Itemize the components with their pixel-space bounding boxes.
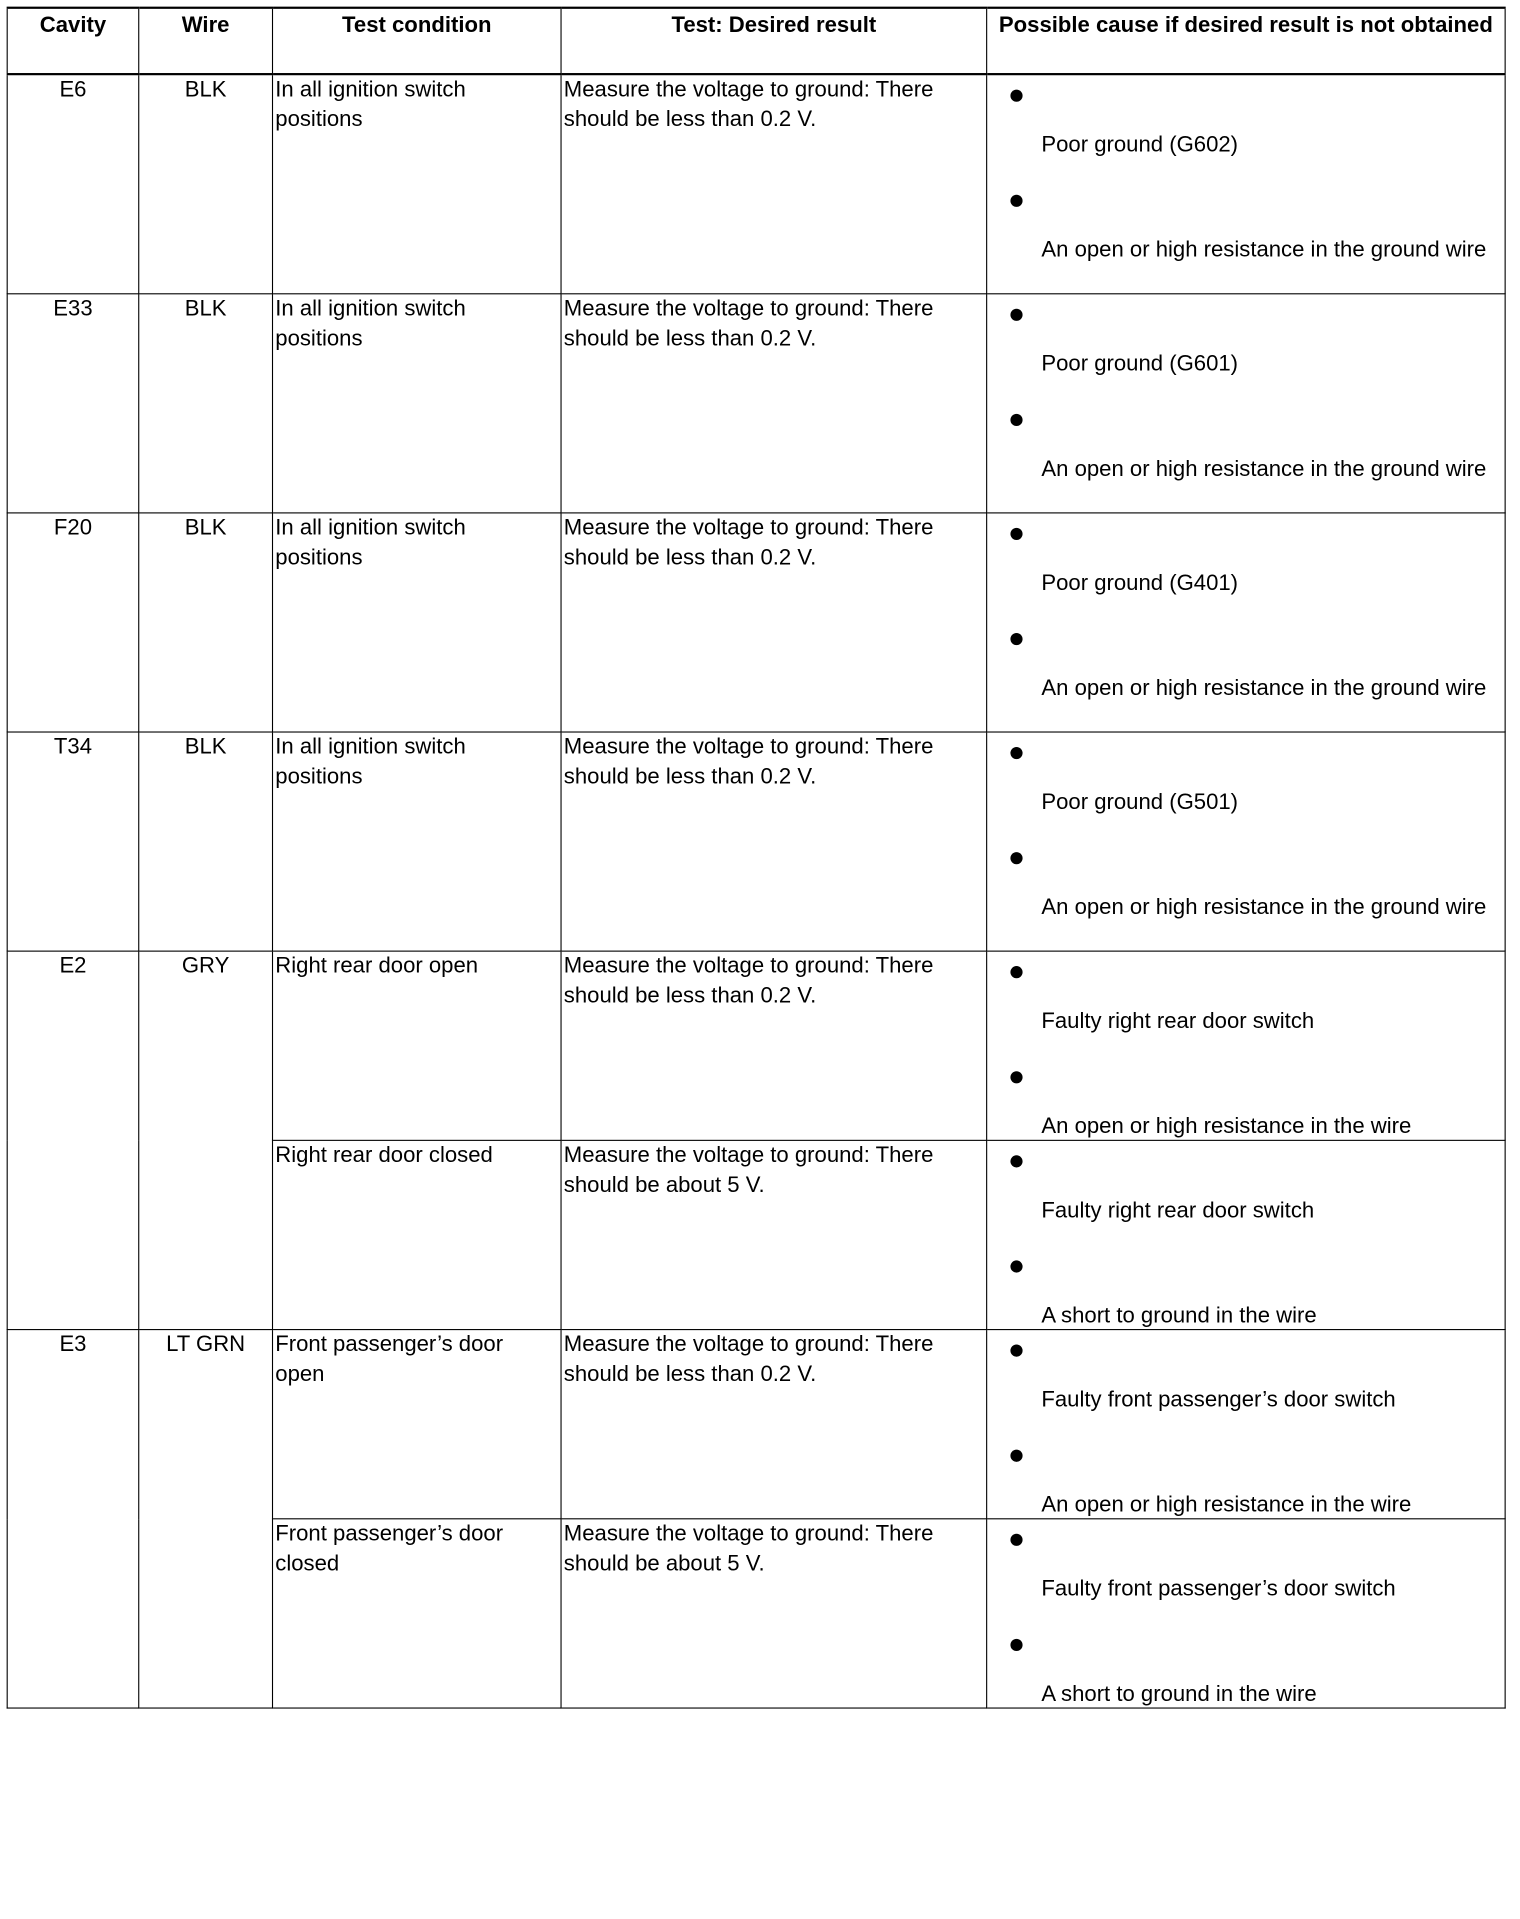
cavity-cell: E2: [7, 951, 139, 1329]
condition-cell: In all ignition switch positions: [273, 294, 562, 513]
bullet-icon: [1010, 1345, 1022, 1357]
condition-cell: In all ignition switch positions: [273, 732, 562, 951]
cause-text: Poor ground (G401): [1041, 571, 1239, 596]
cause-text: Faulty front passenger’s door switch: [1041, 1387, 1396, 1413]
causes-cell: [987, 74, 1505, 294]
cause-text: A short to ground in the wire: [1041, 1303, 1317, 1328]
table-row: [7, 732, 1505, 951]
cause-item: [989, 733, 1502, 838]
wire-cell: BLK: [139, 732, 273, 951]
cause-item: [989, 1330, 1502, 1435]
cause-text: An open or high resistance in the ground wire: [1041, 676, 1487, 701]
cause-text: Poor ground (G602): [1041, 132, 1239, 158]
cause-text: A short to ground in the wire: [1041, 1682, 1317, 1707]
result-cell: Measure the voltage to ground: There should be about 5 V.: [561, 1519, 987, 1708]
wire-cell: BLK: [139, 513, 273, 732]
cause-item: [989, 952, 1502, 1057]
cause-item: [989, 294, 1502, 399]
condition-cell: In all ignition switch positions: [273, 513, 562, 732]
cause-item: [989, 1057, 1502, 1140]
bullet-icon: [1010, 1450, 1022, 1462]
table-row: [7, 74, 1505, 294]
condition-cell: In all ignition switch positions: [273, 74, 562, 294]
cause-item: [989, 513, 1502, 618]
condition-cell: Front passenger’s door open: [273, 1330, 562, 1519]
cause-item: [989, 838, 1502, 943]
cavity-cell: E6: [7, 74, 139, 294]
header-desired-result: Test: Desired result: [561, 8, 987, 74]
wire-cell: GRY: [139, 951, 273, 1329]
condition-cell: Right rear door open: [273, 951, 562, 1140]
cause-text: An open or high resistance in the wire: [1041, 1492, 1412, 1518]
wire-cell: LT GRN: [139, 1330, 273, 1708]
table-row: [7, 1330, 1505, 1519]
cause-text: An open or high resistance in the wire: [1041, 1114, 1412, 1139]
table-row: [7, 951, 1505, 1140]
causes-cell: [987, 1140, 1505, 1329]
header-cavity: Cavity: [7, 8, 139, 74]
cause-text: An open or high resistance in the ground wire: [1041, 895, 1487, 920]
wire-cell: BLK: [139, 294, 273, 513]
causes-cell: [987, 1519, 1505, 1708]
header-row: [7, 8, 1505, 74]
result-cell: Measure the voltage to ground: There should be less than 0.2 V.: [561, 1330, 987, 1519]
result-cell: Measure the voltage to ground: There should be less than 0.2 V.: [561, 951, 987, 1140]
bullet-icon: [1010, 309, 1022, 321]
causes-cell: [987, 732, 1505, 951]
cause-text: Poor ground (G501): [1041, 790, 1239, 815]
bullet-icon: [1010, 1155, 1022, 1167]
causes-cell: [987, 951, 1505, 1140]
bullet-icon: [1010, 747, 1022, 759]
cause-text: Faulty front passenger’s door switch: [1041, 1576, 1396, 1602]
cavity-cell: E3: [7, 1330, 139, 1708]
result-cell: Measure the voltage to ground: There should be less than 0.2 V.: [561, 513, 987, 732]
causes-cell: [987, 1330, 1505, 1519]
causes-cell: [987, 513, 1505, 732]
diagnostic-table: [7, 7, 1506, 1709]
cause-text: An open or high resistance in the ground wire: [1041, 457, 1487, 482]
bullet-icon: [1010, 633, 1022, 645]
cavity-cell: E33: [7, 294, 139, 513]
cause-item: [989, 1624, 1502, 1707]
causes-cell: [987, 294, 1505, 513]
bullet-icon: [1010, 1639, 1022, 1651]
cause-item: [989, 619, 1502, 724]
bullet-icon: [1010, 414, 1022, 426]
table-row: [7, 513, 1505, 732]
bullet-icon: [1010, 1260, 1022, 1272]
table-row: [7, 294, 1505, 513]
cavity-cell: F20: [7, 513, 139, 732]
result-cell: Measure the voltage to ground: There should be less than 0.2 V.: [561, 732, 987, 951]
bullet-icon: [1010, 195, 1022, 207]
cause-text: Faulty right rear door switch: [1041, 1198, 1315, 1223]
header-test-condition: Test condition: [273, 8, 562, 74]
result-cell: Measure the voltage to ground: There should be less than 0.2 V.: [561, 74, 987, 294]
bullet-icon: [1010, 528, 1022, 540]
cause-item: [989, 399, 1502, 504]
result-cell: Measure the voltage to ground: There should be about 5 V.: [561, 1140, 987, 1329]
bullet-icon: [1010, 852, 1022, 864]
bullet-icon: [1010, 1071, 1022, 1083]
cause-item: [989, 1519, 1502, 1624]
result-cell: Measure the voltage to ground: There should be less than 0.2 V.: [561, 294, 987, 513]
bullet-icon: [1010, 966, 1022, 978]
header-wire: Wire: [139, 8, 273, 74]
cause-item: [989, 1435, 1502, 1518]
cause-item: [989, 1141, 1502, 1246]
condition-cell: Front passenger’s door closed: [273, 1519, 562, 1708]
wire-cell: BLK: [139, 74, 273, 294]
cause-text: Faulty right rear door switch: [1041, 1009, 1315, 1034]
cause-item: [989, 75, 1502, 180]
cause-text: An open or high resistance in the ground wire: [1041, 237, 1487, 263]
bullet-icon: [1010, 1534, 1022, 1546]
cause-text: Poor ground (G601): [1041, 351, 1239, 377]
cavity-cell: T34: [7, 732, 139, 951]
bullet-icon: [1010, 90, 1022, 102]
cause-item: [989, 1246, 1502, 1329]
cause-item: [989, 180, 1502, 285]
condition-cell: Right rear door closed: [273, 1140, 562, 1329]
header-possible-cause: Possible cause if desired result is not obtained: [987, 8, 1505, 74]
